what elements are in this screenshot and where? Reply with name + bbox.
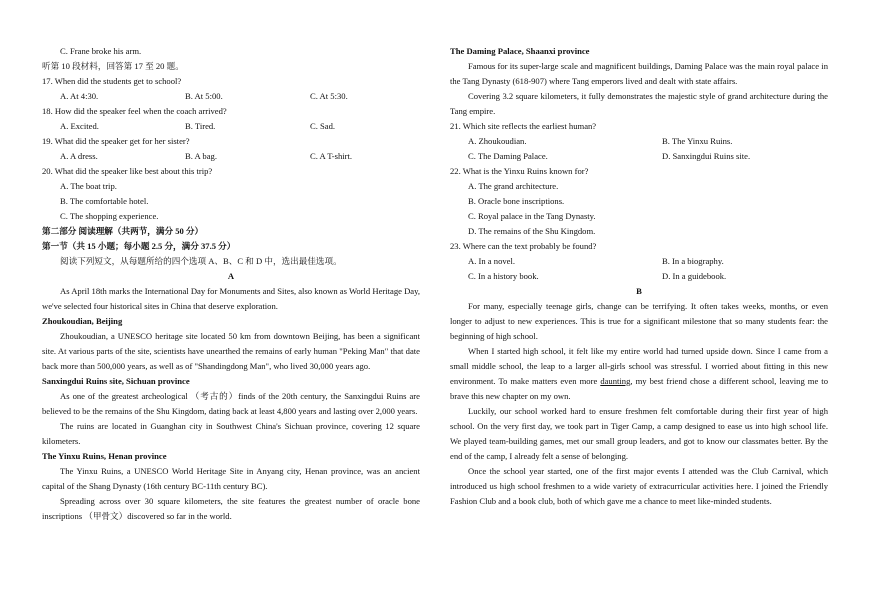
q19-option-b: B. A bag.: [185, 151, 217, 161]
q17-option-b: B. At 5:00.: [185, 91, 223, 101]
q21-option-c: C. The Daming Palace.: [468, 151, 548, 161]
reading-instruction: 阅读下列短文，从每题所给的四个选项 A、B、C 和 D 中，选出最佳选项。: [60, 256, 342, 266]
q22-option-a: A. The grand architecture.: [468, 181, 559, 191]
q21-option-d: D. Sanxingdui Ruins site.: [662, 151, 751, 161]
sanxingdui-paragraph-1: [42, 389, 420, 419]
q20-option-c: C. The shopping experience.: [60, 211, 159, 221]
daming-text-2: Covering 3.2 square kilometers, it fully demonstrates the majestic style of grand architecture during the Tang empire.: [450, 91, 828, 116]
yinxu-paragraph-1: [42, 464, 420, 494]
passage-b-paragraph-4: [450, 464, 828, 509]
sanxingdui-text-1: As one of the greatest archeological （考古的）finds of the 20th century, the Sanxingdui Ruins are believed to be the remains of the Shu Kingdom, dating back at least 4,800 years and lasting over 2,000 years.: [42, 391, 420, 416]
underlined-word-daunting: daunting: [600, 376, 631, 386]
right-column: [450, 44, 828, 509]
passage-b-text-2a: When I started high school, it felt like my entire world had turned upside down. Since I came from a small middle school, the leap to a larger all-girls school was stressful. I worried about fitting in this new environment. To make matters even more: [450, 346, 828, 386]
passage-b-text-4: Once the school year started, one of the first major events I attended was the Club Carnival, which introduced us high school freshmen to a wide variety of extracurricular activities here. I joined the Friendly Fashion Club and a book club, both of which gave me a chance to meet like-minded students.: [450, 466, 828, 506]
question-18: 18. How did the speaker feel when the coach arrived?: [42, 106, 227, 116]
question-17: 17. When did the students get to school?: [42, 76, 182, 86]
passage-a-letter: A: [227, 271, 235, 281]
yinxu-text-1: The Yinxu Ruins, a UNESCO World Heritage Site in Anyang city, Henan province, was an ancient capital of the Shang Dynasty (16th century BC-11th century BC).: [42, 466, 420, 491]
daming-paragraph-1: [450, 59, 828, 89]
listening-section-10: 听第 10 段材料，回答第 17 至 20 题。: [42, 61, 184, 71]
q18-option-a: A. Excited.: [60, 121, 99, 131]
q23-option-b: B. In a biography.: [662, 256, 724, 266]
passage-b-paragraph-1: [450, 299, 828, 344]
intro-text: As April 18th marks the International Day for Monuments and Sites, also known as World Heritage Day, we've selected four historical sites in China that deserve exploration.: [42, 286, 420, 311]
q19-option-c: C. A T-shirt.: [310, 151, 353, 161]
question-21-options: [450, 134, 828, 164]
daming-paragraph-2: [450, 89, 828, 119]
q19-option-a: A. A dress.: [60, 151, 98, 161]
question-22: 22. What is the Yinxu Ruins known for?: [450, 166, 589, 176]
q18-option-c: C. Sad.: [310, 121, 336, 131]
question-17-options: [42, 89, 420, 104]
q16-option-c: C. Frane broke his arm.: [60, 46, 142, 56]
q22-option-d: D. The remains of the Shu Kingdom.: [468, 226, 596, 236]
zhoukoudian-title: Zhoukoudian, Beijing: [42, 316, 123, 326]
q22-option-c: C. Royal palace in the Tang Dynasty.: [468, 211, 596, 221]
q23-option-c: C. In a history book.: [468, 271, 539, 281]
daming-title: The Daming Palace, Shaanxi province: [450, 46, 590, 56]
q23-option-a: A. In a novel.: [468, 256, 516, 266]
passage-b-text-2b: , my best friend chose a different school, leaving me to brave this new chapter on my own.: [450, 376, 828, 401]
passage-b-paragraph-3: [450, 404, 828, 464]
passage-b-letter: B: [636, 286, 642, 296]
question-21: 21. Which site reflects the earliest human?: [450, 121, 597, 131]
yinxu-text-2: Spreading across over 30 square kilometers, the site features the greatest number of oracle bone inscriptions （甲骨文）discovered so far in the world.: [42, 496, 420, 521]
passage-b-text-1: For many, especially teenage girls, change can be terrifying. It often takes weeks, months, or even longer to adjust to new experiences. This is true for a significant milestone that so many students fear: the beginning of high school.: [450, 301, 828, 341]
q22-option-b: B. Oracle bone inscriptions.: [468, 196, 565, 206]
part-2-heading: 第二部分 阅读理解（共两节，满分 50 分）: [42, 226, 204, 236]
question-18-options: [42, 119, 420, 134]
sanxingdui-paragraph-2: [42, 419, 420, 449]
question-19-options: [42, 149, 420, 164]
zhoukoudian-text: Zhoukoudian, a UNESCO heritage site located 50 km from downtown Beijing, has been a significant site. At various parts of the site, scientists have unearthed the remains of early human "Peking Man" that date back more than 500,000 years, as well as of "Shandingdong Man", who lived 30,000 years ago.: [42, 331, 420, 371]
question-23-options: [450, 254, 828, 284]
passage-b-paragraph-2: [450, 344, 828, 404]
sanxingdui-text-2: The ruins are located in Guanghan city in Southwest China's Sichuan province, covering 12 square kilometers.: [42, 421, 420, 446]
yinxu-paragraph-2: [42, 494, 420, 524]
question-19: 19. What did the speaker get for her sister?: [42, 136, 190, 146]
q18-option-b: B. Tired.: [185, 121, 216, 131]
section-1-heading: 第一节（共 15 小题；每小题 2.5 分，满分 37.5 分）: [42, 241, 236, 251]
q20-option-b: B. The comfortable hotel.: [60, 196, 149, 206]
passage-a-intro: [42, 284, 420, 314]
q23-option-d: D. In a guidebook.: [662, 271, 727, 281]
q21-option-b: B. The Yinxu Ruins.: [662, 136, 733, 146]
left-column: [42, 44, 420, 524]
q20-option-a: A. The boat trip.: [60, 181, 117, 191]
daming-text-1: Famous for its super-large scale and magnificent buildings, Daming Palace was the main royal palace in the Tang Dynasty (618-907) where Tang emperors lived and dealt with state affairs.: [450, 61, 828, 86]
q21-option-a: A. Zhoukoudian.: [468, 136, 527, 146]
question-23: 23. Where can the text probably be found?: [450, 241, 597, 251]
yinxu-title: The Yinxu Ruins, Henan province: [42, 451, 167, 461]
q17-option-a: A. At 4:30.: [60, 91, 99, 101]
q17-option-c: C. At 5:30.: [310, 91, 348, 101]
question-20: 20. What did the speaker like best about this trip?: [42, 166, 213, 176]
passage-b-text-3: Luckily, our school worked hard to ensure freshmen felt comfortable during their first year of high school. On the very first day, we took part in Tiger Camp, a camp designed to ease us into high school life. We played team-building games, met our small group leaders, and got to know our classmates better. By the end of the camp, I already felt a sense of belonging.: [450, 406, 828, 461]
sanxingdui-title: Sanxingdui Ruins site, Sichuan province: [42, 376, 190, 386]
zhoukoudian-paragraph: [42, 329, 420, 374]
